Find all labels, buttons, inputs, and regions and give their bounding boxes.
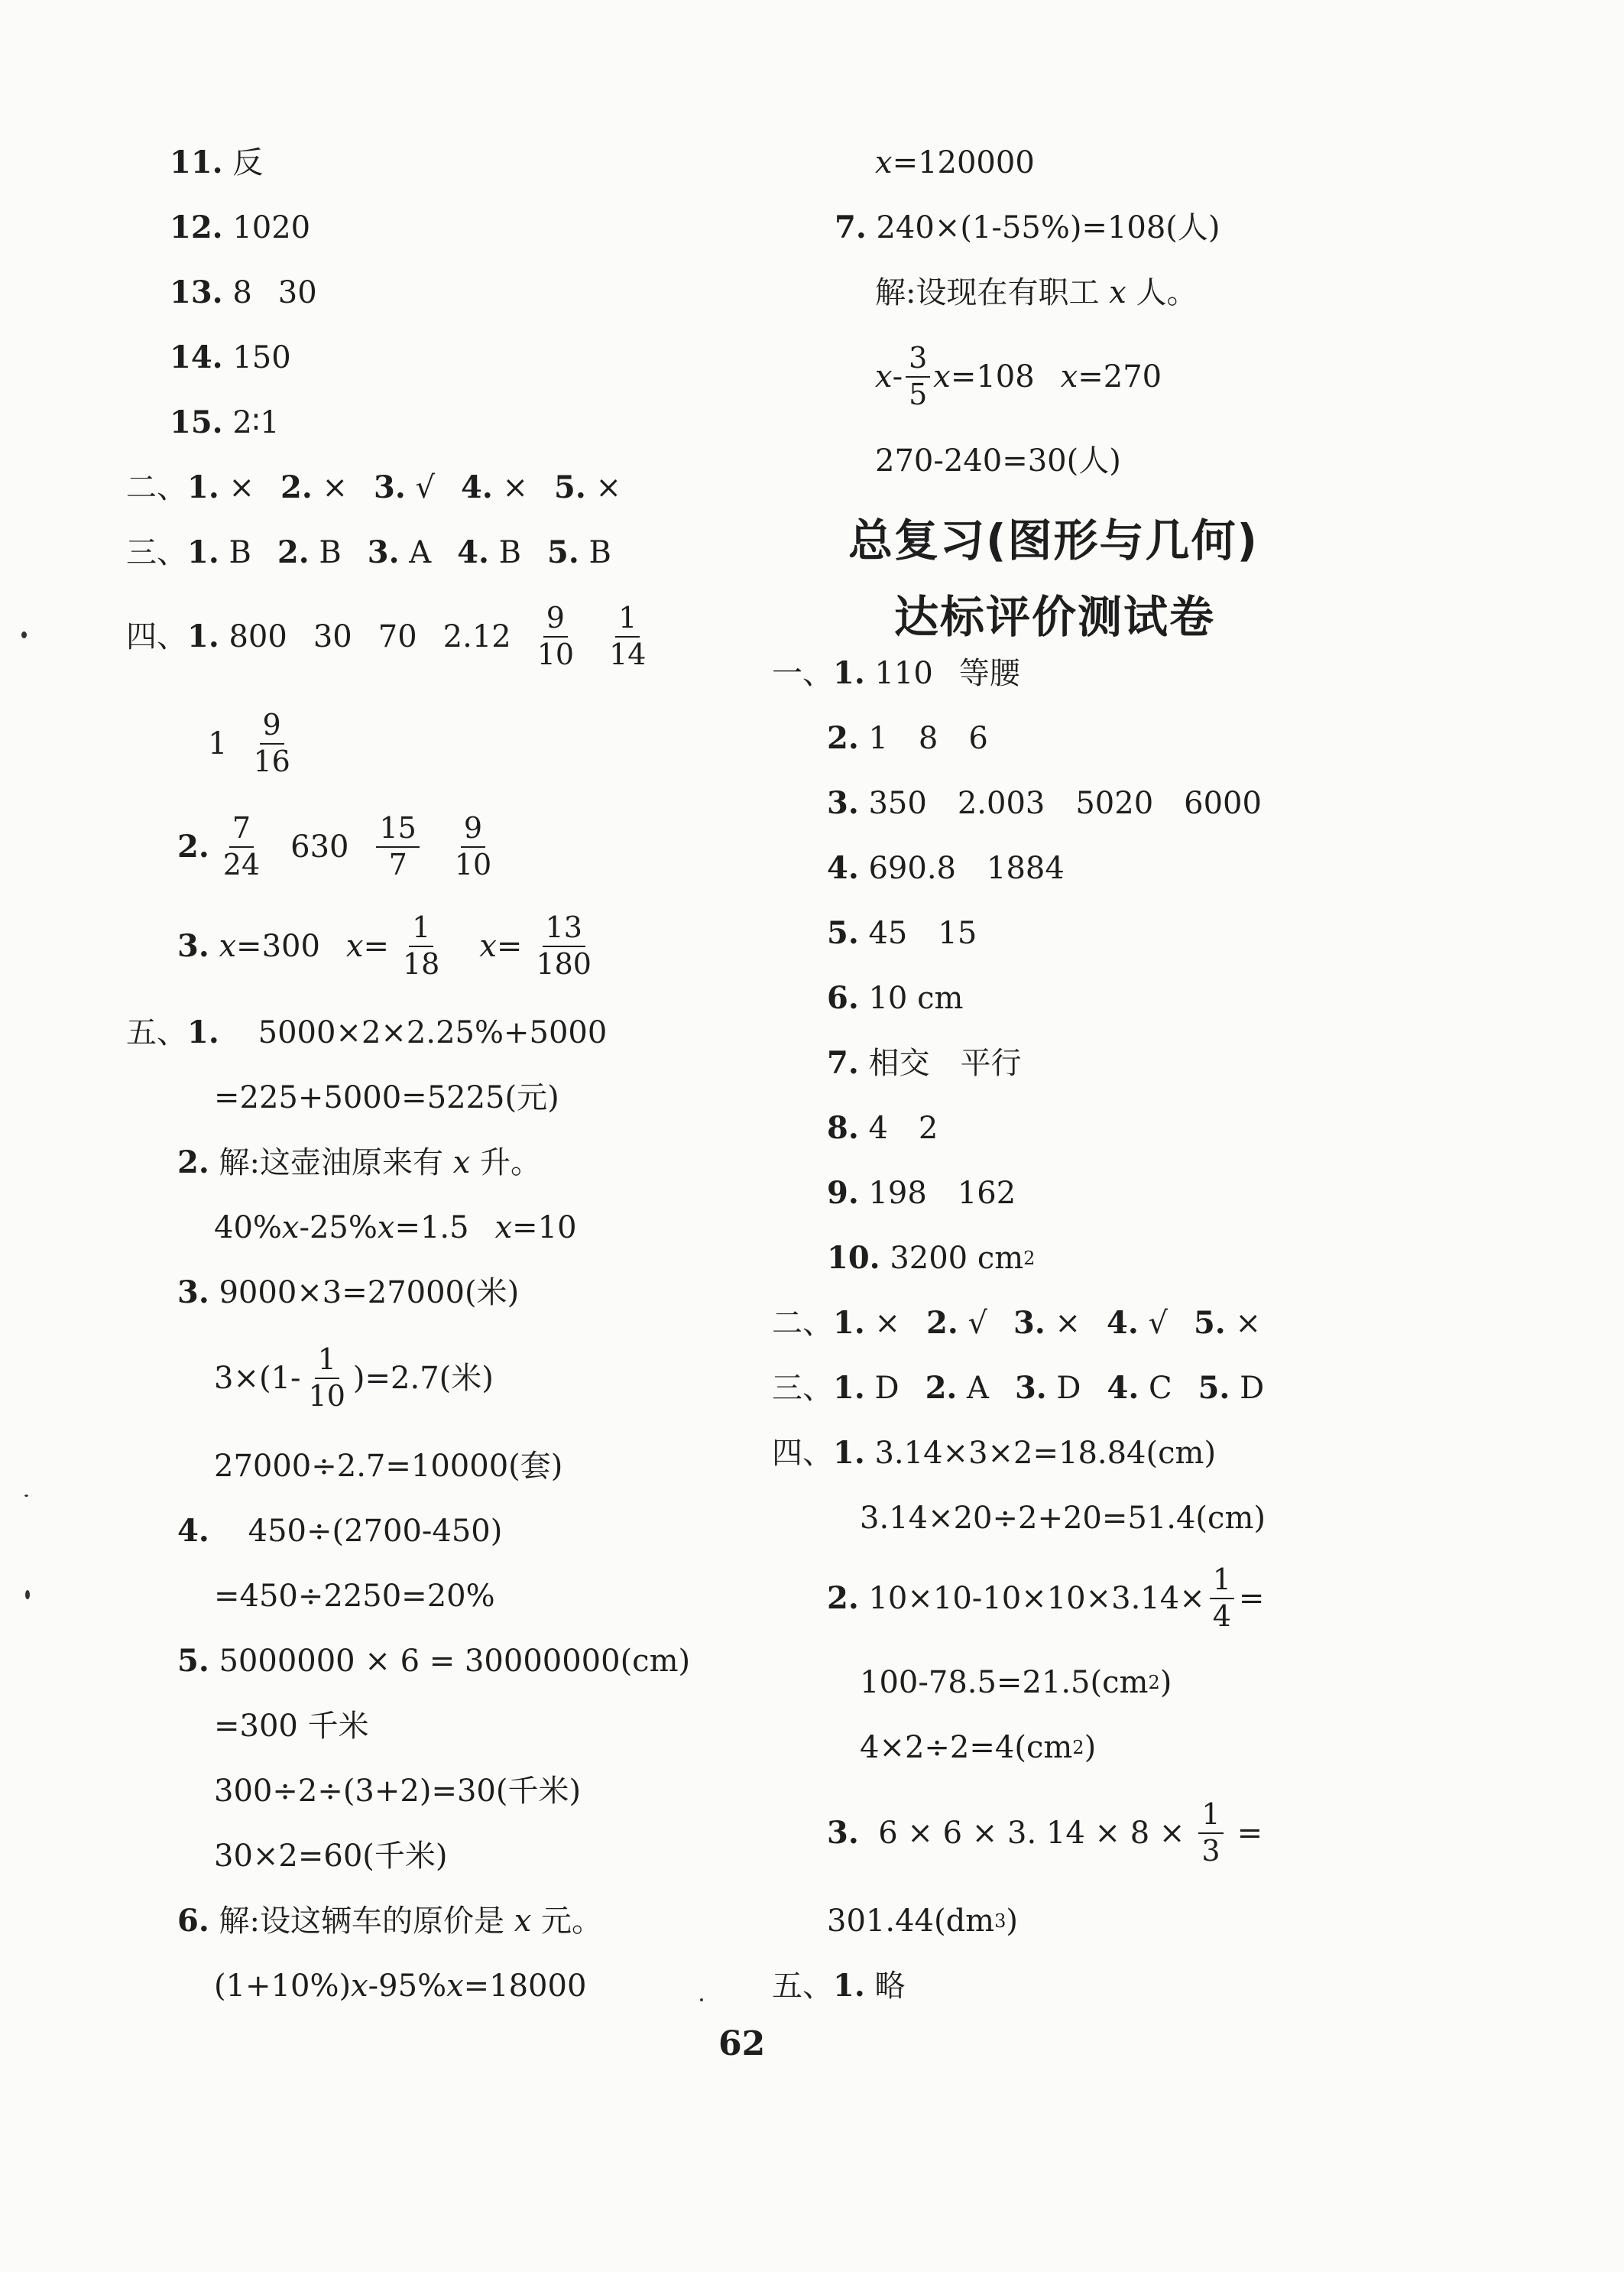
section-5-q6-eq: (1+10%) x -95% x =18000	[214, 1969, 587, 2004]
geo-q10: 10. 3200 cm 2	[827, 1240, 1036, 1276]
section-4-q2: 2. $\frac{7}{24}$ 630 $\frac{15}{7}$ $\frac{9}{10}$	[177, 811, 492, 881]
scan-speck	[25, 1590, 30, 1599]
geo-q7: 7. 相交 平行	[827, 1045, 1022, 1081]
section-subtitle: 达标评价测试卷	[894, 591, 1216, 643]
answer-13: 13. 8 30	[170, 274, 317, 310]
geo-q2: 2. 1 8 6	[827, 720, 988, 756]
geo-section-2-truefalse: 二、 1. × 2. √ 3. × 4. √ 5. ×	[772, 1305, 1261, 1341]
answer-7-result: 270-240=30(人)	[875, 443, 1121, 479]
section-4-line1: 四、 1. 800 30 70 2.12 $\frac{9}{10}$ $\frac{1}{14}$	[126, 601, 647, 671]
answer-12: 12. 1020	[170, 209, 311, 245]
page-number: 62	[718, 2024, 766, 2063]
section-5-q1-line2: =225+5000=5225(元)	[214, 1080, 559, 1115]
geo-q8: 8. 4 2	[827, 1110, 938, 1146]
section-5-q5-line4: 30×2=60(千米)	[214, 1839, 448, 1874]
geo-section-4-q2: 2. 10×10-10×10×3.14× $\frac{1}{4}$ =	[827, 1563, 1265, 1633]
section-5-q6: 6. 解:设这辆车的原价是 x 元。	[177, 1903, 602, 1939]
section-5-q2-eq: 40% x -25% x =1.5 x =10	[214, 1210, 577, 1245]
geo-section-3-choice: 三、 1. D 2. A 3. D 4. C 5. D	[772, 1370, 1265, 1406]
geo-section-4-q3-line2: 301.44(dm 3 )	[827, 1904, 1018, 1939]
answer-7-eq: x - $\frac{3}{5}$ x =108 x =270	[875, 341, 1162, 411]
geo-q3: 3. 350 2.003 5020 6000	[827, 785, 1262, 821]
scan-speck	[700, 1998, 703, 2001]
section-2-truefalse: 二、 1. × 2. × 3. √ 4. × 5. ×	[126, 469, 621, 505]
section-4-line2: 1 $\frac{9}{16}$	[208, 708, 290, 778]
answer-14: 14. 150	[170, 339, 291, 375]
geo-section-4-q1: 四、 1. 3.14×3×2=18.84(cm)	[772, 1435, 1217, 1471]
section-5-q5-line3: 300÷2÷(3+2)=30(千米)	[214, 1774, 582, 1809]
section-title: 总复习(图形与几何)	[848, 514, 1259, 566]
section-5-q1: 五、 1. 5000×2×2.25%+5000	[126, 1014, 608, 1050]
geo-q6: 6. 10 cm	[827, 980, 964, 1016]
scan-speck	[21, 631, 27, 638]
geo-section-4-q1-line2: 3.14×20÷2+20=51.4(cm)	[860, 1501, 1266, 1536]
geo-section-4-q3: 3. 6 × 6 × 3. 14 × 8 × $\frac{1}{3}$ =	[827, 1797, 1263, 1868]
section-5-q5-line2: =300 千米	[214, 1709, 369, 1744]
geo-q4: 4. 690.8 1884	[827, 850, 1065, 886]
scan-speck	[24, 1495, 28, 1497]
section-5-q4-line2: =450÷2250=20%	[214, 1579, 495, 1614]
section-3-choice: 三、 1. B 2. B 3. A 4. B 5. B	[126, 534, 611, 570]
answer-7-setup: 解:设现在有职工 x 人。	[875, 275, 1198, 310]
geo-section-4-q2-line3: 4×2÷2=4(cm 2 )	[860, 1730, 1097, 1765]
geo-section-5: 五、 1. 略	[772, 1968, 906, 2004]
section-5-q4: 4. 450÷(2700-450)	[177, 1513, 503, 1549]
section-5-q5: 5. 5000000 × 6 = 30000000(cm)	[177, 1643, 691, 1679]
section-5-q3-line2: 3×(1- $\frac{1}{10}$ )=2.7(米)	[214, 1342, 494, 1413]
answer-15: 15. 2∶1	[170, 404, 280, 440]
section-4-q3: 3. x =300 x = $\frac{1}{18}$ x = $\frac{13}{180}$	[177, 910, 592, 981]
answer-6-result: x =120000	[875, 145, 1035, 180]
geo-q5: 5. 45 15	[827, 915, 977, 951]
section-5-q3-line3: 27000÷2.7=10000(套)	[214, 1449, 563, 1484]
geo-section-4-q2-line2: 100-78.5=21.5(cm 2 )	[860, 1665, 1172, 1700]
section-5-q3: 3. 9000×3=27000(米)	[177, 1274, 520, 1310]
section-5-q2: 2. 解:这壶油原来有 x 升。	[177, 1144, 541, 1180]
answer-11: 11. 反	[170, 144, 264, 180]
geo-q9: 9. 198 162	[827, 1175, 1016, 1211]
answer-7: 7. 240×(1-55%)=108(人)	[835, 209, 1220, 245]
geo-section-1-q1: 一、 1. 110 等腰	[772, 655, 1020, 691]
